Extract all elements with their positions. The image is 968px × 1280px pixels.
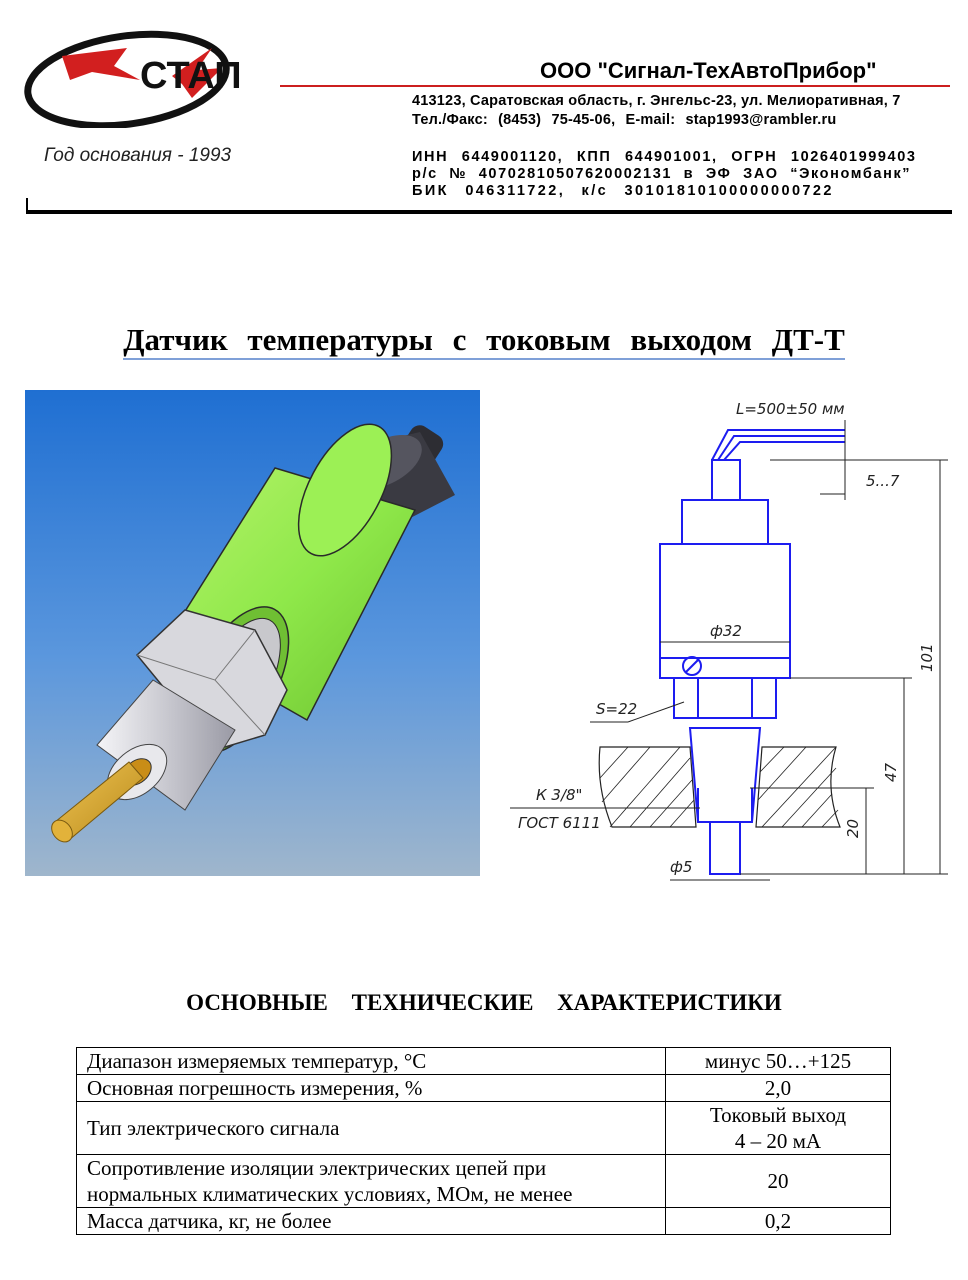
label-height-20: 20 — [844, 818, 862, 838]
spec-name: Тип электрического сигнала — [77, 1102, 666, 1155]
label-height-total: 101 — [918, 643, 936, 672]
contacts: Тел./Факс: (8453) 75-45-06, E-mail: stap1993@rambler.ru — [412, 112, 837, 128]
dimension-labels — [518, 400, 936, 876]
spec-name-line-1: Сопротивление изоляции электрических цепей при — [87, 1156, 547, 1180]
spec-name: Основная погрешность измерения, % — [77, 1075, 666, 1102]
spec-value: 20 — [666, 1155, 891, 1208]
spec-name: Диапазон измеряемых температур, °С — [77, 1048, 666, 1075]
header-rule — [26, 210, 952, 214]
spec-name: Масса датчика, кг, не более — [77, 1208, 666, 1235]
sensor-render — [25, 390, 480, 876]
table-row — [77, 1155, 891, 1208]
label-diameter: ф32 — [710, 622, 742, 640]
address: 413123, Саратовская область, г. Энгельс-23, ул. Мелиоративная, 7 — [412, 93, 901, 109]
requisites-line-1: ИНН 6449001120, КПП 644901001, ОГРН 1026401999403 — [412, 149, 917, 165]
founded-year: Год основания - 1993 — [44, 145, 232, 166]
company-underline — [280, 85, 950, 87]
label-cable-length: L=500±50 мм — [736, 400, 845, 418]
technical-drawing — [500, 390, 960, 890]
spec-value: 2,0 — [666, 1075, 891, 1102]
label-strip-length: 5...7 — [866, 472, 900, 490]
mounting-plate — [599, 747, 840, 827]
spec-name — [77, 1155, 666, 1208]
label-probe-diameter: ф5 — [670, 858, 693, 876]
company-logo — [22, 18, 282, 128]
spec-value-line-1: Токовый выход — [709, 1103, 847, 1127]
label-height-47: 47 — [882, 762, 900, 782]
company-name: ООО "Сигнал-ТехАвтоПрибор" — [540, 58, 877, 83]
spec-value — [666, 1102, 891, 1155]
page-title: Датчик температуры с токовым выходом ДТ-Т — [0, 322, 968, 358]
table-row — [77, 1075, 891, 1102]
requisites-line-3: БИК 046311722, к/с 30101810100000000722 — [412, 183, 834, 199]
spec-name-line-2: нормальных климатических условиях, МОм, не менее — [87, 1182, 573, 1206]
table-row — [77, 1208, 891, 1235]
specs-table — [76, 1047, 891, 1235]
label-thread: К 3/8" — [536, 786, 583, 804]
spec-value: минус 50…+125 — [666, 1048, 891, 1075]
spec-value: 0,2 — [666, 1208, 891, 1235]
table-row — [77, 1102, 891, 1155]
requisites-line-2: р/с № 40702810507620002131 в ЭФ ЗАО “Экономбанк” — [412, 166, 912, 182]
logo-text: СТАП — [140, 55, 242, 97]
table-row — [77, 1048, 891, 1075]
spec-value-line-2: 4 – 20 мА — [734, 1129, 822, 1153]
specs-heading: ОСНОВНЫЕ ТЕХНИЧЕСКИЕ ХАРАКТЕРИСТИКИ — [186, 990, 782, 1015]
label-standard: ГОСТ 6111 — [518, 814, 601, 832]
label-wrench: S=22 — [596, 700, 638, 718]
logo-red-shape — [62, 48, 140, 80]
